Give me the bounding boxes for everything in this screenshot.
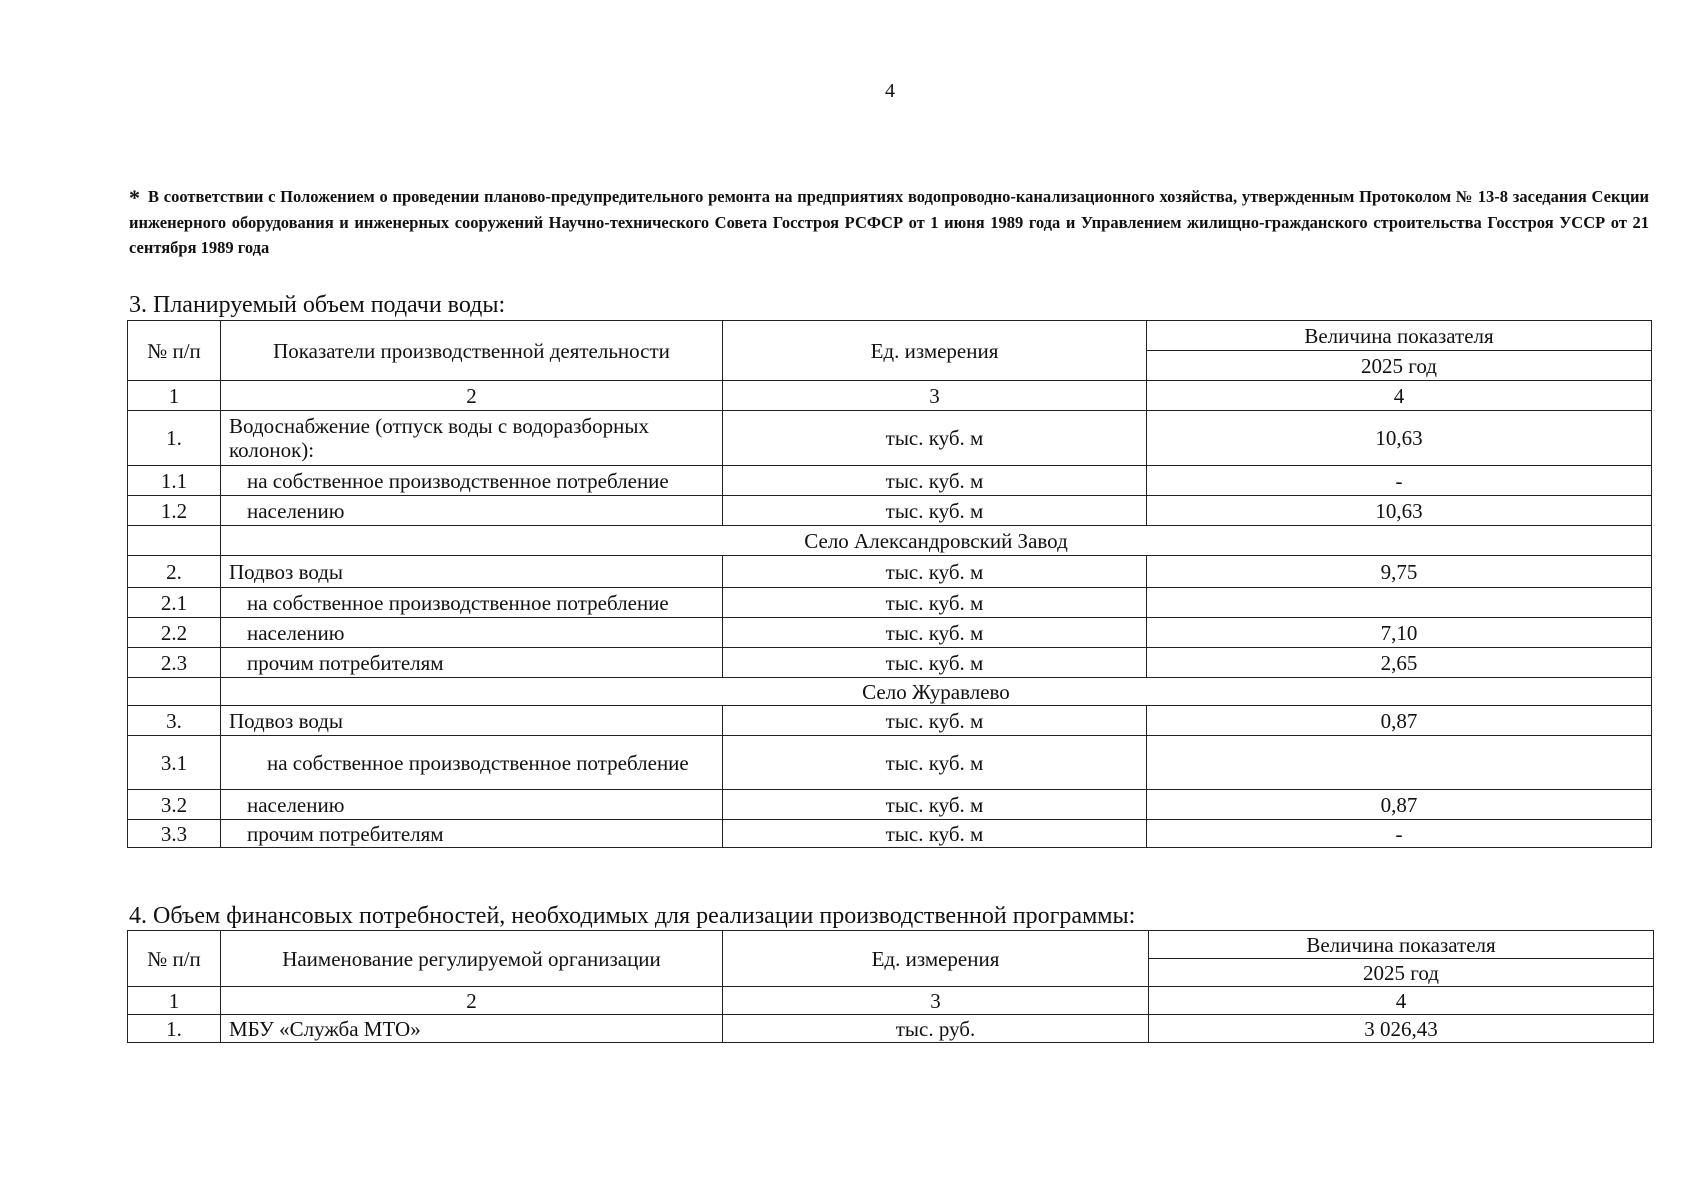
row-unit: тыс. руб. [723, 1015, 1149, 1043]
row-unit: тыс. куб. м [723, 648, 1147, 678]
row-num: 3.3 [128, 820, 221, 848]
table-row [128, 588, 1652, 618]
header-indicator: Показатели производственной деятельности [221, 321, 723, 381]
table-row [128, 820, 1652, 848]
footnote-star: * [129, 185, 140, 210]
row-value: 7,10 [1147, 618, 1652, 648]
header-year: 2025 год [1149, 959, 1654, 987]
table-row [128, 790, 1652, 820]
water-supply-table [127, 320, 1652, 848]
row-num: 3. [128, 706, 221, 736]
row-name: населению [221, 618, 723, 648]
header-value: Величина показателя [1149, 931, 1654, 959]
row-name: на собственное производственное потребление [221, 588, 723, 618]
column-number: 2 [221, 987, 723, 1015]
header-num: № п/п [128, 931, 221, 987]
column-number: 4 [1147, 381, 1652, 411]
group-label: Село Александровский Завод [221, 526, 1652, 556]
row-name: населению [221, 496, 723, 526]
row-num: 3.1 [128, 736, 221, 790]
row-name: Водоснабжение (отпуск воды с водоразборных колонок): [221, 411, 723, 466]
row-value: 0,87 [1147, 790, 1652, 820]
row-unit: тыс. куб. м [723, 466, 1147, 496]
footnote [129, 184, 1649, 260]
column-number: 3 [723, 381, 1147, 411]
table-row [128, 466, 1652, 496]
page-number: 4 [885, 80, 895, 102]
row-value: 9,75 [1147, 556, 1652, 588]
row-num: 1.2 [128, 496, 221, 526]
header-unit: Ед. измерения [723, 931, 1149, 987]
header-num: № п/п [128, 321, 221, 381]
header-year: 2025 год [1147, 351, 1652, 381]
row-value: 10,63 [1147, 411, 1652, 466]
row-unit: тыс. куб. м [723, 820, 1147, 848]
row-unit: тыс. куб. м [723, 496, 1147, 526]
row-num: 2.2 [128, 618, 221, 648]
row-unit: тыс. куб. м [723, 588, 1147, 618]
row-name: МБУ «Служба МТО» [221, 1015, 723, 1043]
row-value: 2,65 [1147, 648, 1652, 678]
row-value [1147, 736, 1652, 790]
row-num: 3.2 [128, 790, 221, 820]
group-row [128, 526, 1652, 556]
table-row [128, 706, 1652, 736]
row-value: - [1147, 466, 1652, 496]
row-unit: тыс. куб. м [723, 618, 1147, 648]
header-org: Наименование регулируемой организации [221, 931, 723, 987]
row-name: на собственное производственное потребление [221, 736, 723, 790]
column-number: 1 [128, 381, 221, 411]
column-number: 1 [128, 987, 221, 1015]
row-num: 2.1 [128, 588, 221, 618]
row-value: 3 026,43 [1149, 1015, 1654, 1043]
row-unit: тыс. куб. м [723, 556, 1147, 588]
table-row [128, 618, 1652, 648]
column-number: 3 [723, 987, 1149, 1015]
section-4-title: 4. Объем финансовых потребностей, необходимых для реализации производственной программы: [129, 903, 1136, 929]
row-unit: тыс. куб. м [723, 790, 1147, 820]
row-num: 1. [128, 411, 221, 466]
row-name: на собственное производственное потребление [221, 466, 723, 496]
table-row [128, 556, 1652, 588]
column-number: 2 [221, 381, 723, 411]
financial-needs-table [127, 930, 1654, 1043]
table-row [128, 648, 1652, 678]
group-label: Село Журавлево [221, 678, 1652, 706]
table-row [128, 736, 1652, 790]
row-num: 2. [128, 556, 221, 588]
row-name: населению [221, 790, 723, 820]
row-value: 0,87 [1147, 706, 1652, 736]
section-3-title: 3. Планируемый объем подачи воды: [129, 292, 506, 318]
group-row [128, 678, 1652, 706]
row-name: Подвоз воды [221, 556, 723, 588]
row-name: Подвоз воды [221, 706, 723, 736]
table-row [128, 1015, 1654, 1043]
row-unit: тыс. куб. м [723, 706, 1147, 736]
row-unit: тыс. куб. м [723, 411, 1147, 466]
row-num: 1.1 [128, 466, 221, 496]
row-num: 1. [128, 1015, 221, 1043]
row-value: - [1147, 820, 1652, 848]
footnote-text: В соответствии с Положением о проведении планово-предупредительного ремонта на предприятиях водопроводно-канализационного хозяйства, утвержденным Протоколом № 13-8 заседания Секции инженерного оборудования и инженерных сооружений Научно-технического Совета Госстроя РСФСР от 1 июня 1989 года и Управлением жилищно-гражданского строительства Госстроя УССР от 21 сентября 1989 года [129, 187, 1649, 257]
row-name: прочим потребителям [221, 820, 723, 848]
header-unit: Ед. измерения [723, 321, 1147, 381]
row-num: 2.3 [128, 648, 221, 678]
column-number: 4 [1149, 987, 1654, 1015]
row-value [1147, 588, 1652, 618]
table-row [128, 411, 1652, 466]
row-name: прочим потребителям [221, 648, 723, 678]
header-value: Величина показателя [1147, 321, 1652, 351]
row-unit: тыс. куб. м [723, 736, 1147, 790]
row-value: 10,63 [1147, 496, 1652, 526]
table-row [128, 496, 1652, 526]
